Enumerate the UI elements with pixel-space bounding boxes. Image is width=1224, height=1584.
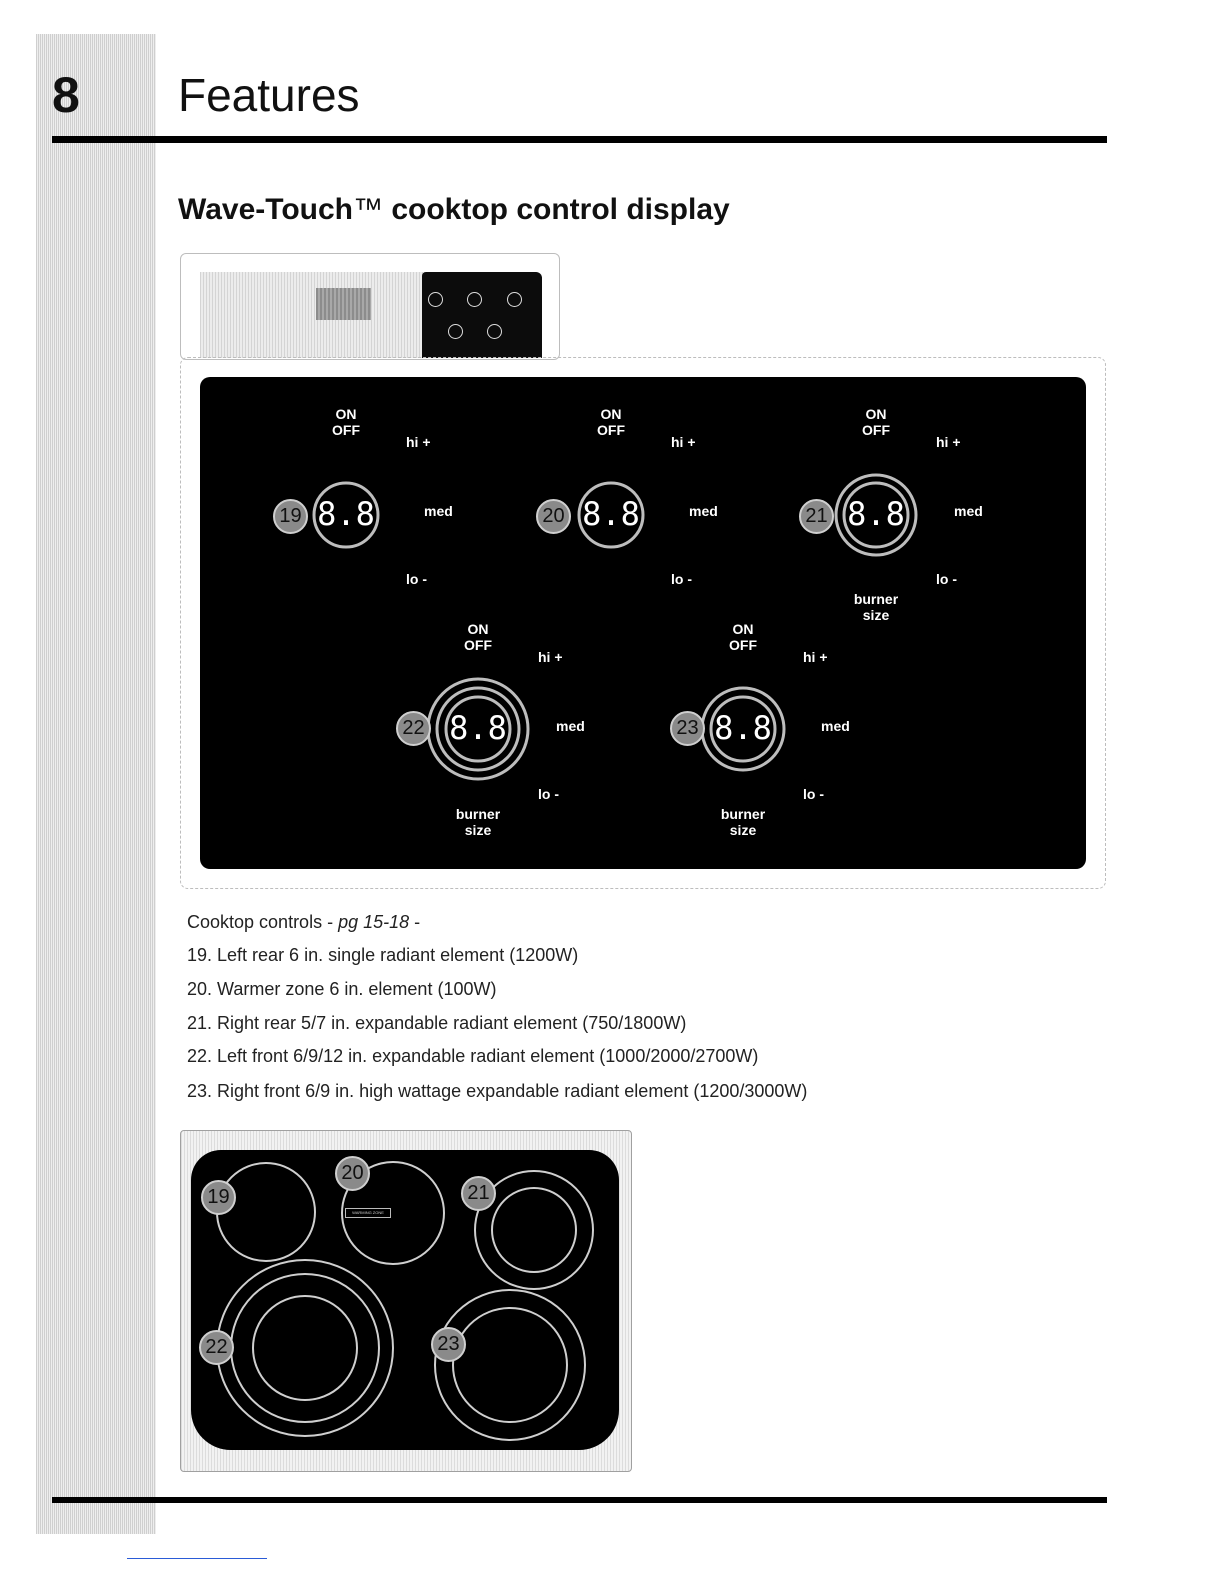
zone-19-off-label: OFF [332,422,360,438]
mini-zone-20-icon [467,292,482,307]
section-title [178,193,730,227]
cooktop-callout-19: 19 [201,1180,236,1215]
zone-22-hi-button[interactable]: hi + [538,649,563,665]
zone-21-on-off-button[interactable] [846,406,906,438]
trademark-mark: ™ [353,193,384,226]
zone-20-lo-button[interactable]: lo - [671,571,692,587]
zone-22-burner-label: burner [455,806,501,822]
zone-23-burner-size-button[interactable] [703,806,783,838]
zone-19-callout: 19 [273,499,308,534]
zone-20-med-button[interactable]: med [689,503,718,519]
zone-23-callout: 23 [670,711,705,746]
zone-22-size-label: size [464,822,492,838]
zone-20-callout: 20 [536,499,571,534]
intro-text: Cooktop controls - [187,912,339,932]
zone-22-lo-button[interactable]: lo - [538,786,559,802]
zone-23-burner-label: burner [720,806,766,822]
range-backguard-image [200,272,425,358]
mini-control-panel [422,272,542,358]
zone-23-off-label: OFF [729,637,757,653]
zone-21-hi-button[interactable]: hi + [936,434,961,450]
mini-zone-21-icon [507,292,522,307]
description-item-19: 19. Left rear 6 in. single radiant element (1200W) [187,945,579,965]
footer-link-underline [127,1558,267,1559]
zone-23-med-button[interactable]: med [821,718,850,734]
zone-21-display: 8.8 [847,495,905,533]
zone-22-burner-size-button[interactable] [438,806,518,838]
cooktop-controls-intro [187,912,420,933]
section-title-main: Wave-Touch [178,193,354,226]
zone-19-on-off-button[interactable] [316,406,376,438]
zone-20-hi-button[interactable]: hi + [671,434,696,450]
zone-21-off-label: OFF [862,422,890,438]
zone-22-med-button[interactable]: med [556,718,585,734]
warming-zone-label: WARMING ZONE [345,1208,391,1218]
zone-21-lo-button[interactable]: lo - [936,571,957,587]
footer-rule [52,1497,1107,1503]
zone-22-display: 8.8 [449,709,507,747]
cooktop-callout-22: 22 [199,1330,234,1365]
zone-20-on-label: ON [600,406,622,422]
page-reference: pg 15-18 [338,912,410,932]
oven-display-window [316,288,371,320]
mini-zone-19-icon [428,292,443,307]
zone-23-size-label: size [729,822,757,838]
cooktop-callout-23: 23 [431,1327,466,1362]
cooktop-callout-20: 20 [335,1156,370,1191]
zone-21-burner-label: burner [853,591,899,607]
zone-20-on-off-button[interactable] [581,406,641,438]
zone-21-size-label: size [862,607,890,623]
zone-21-on-label: ON [865,406,887,422]
zone-19-med-button[interactable]: med [424,503,453,519]
zone-19-lo-button[interactable]: lo - [406,571,427,587]
control-rings [200,377,1086,869]
description-item-23: 23. Right front 6/9 in. high wattage expandable radiant element (1200/3000W) [187,1081,808,1101]
zone-23-display: 8.8 [714,709,772,747]
page-title: Features [178,69,360,121]
cooktop-control-panel [200,377,1086,869]
zone-20-off-label: OFF [597,422,625,438]
zone-21-callout: 21 [799,499,834,534]
page-number: 8 [52,67,80,123]
zone-21-med-button[interactable]: med [954,503,983,519]
section-title-rest: cooktop control display [383,193,730,226]
zone-23-on-label: ON [732,621,754,637]
description-item-21: 21. Right rear 5/7 in. expandable radiant element (750/1800W) [187,1013,687,1033]
zone-19-hi-button[interactable]: hi + [406,434,431,450]
zone-23-lo-button[interactable]: lo - [803,786,824,802]
zone-20-display: 8.8 [582,495,640,533]
intro-tail: - [409,912,421,932]
cooktop-callout-21: 21 [461,1176,496,1211]
cooktop-glass-surface [191,1150,619,1450]
side-strip [36,34,156,1534]
mini-zone-22-icon [448,324,463,339]
zone-22-callout: 22 [396,711,431,746]
zone-19-on-label: ON [335,406,357,422]
zone-19-display: 8.8 [317,495,375,533]
zone-22-on-off-button[interactable] [448,621,508,653]
header-rule [52,136,1107,143]
description-item-20: 20. Warmer zone 6 in. element (100W) [187,979,497,999]
zone-22-on-label: ON [467,621,489,637]
zone-21-burner-size-button[interactable] [836,591,916,623]
zone-23-hi-button[interactable]: hi + [803,649,828,665]
zone-23-on-off-button[interactable] [713,621,773,653]
description-item-22: 22. Left front 6/9/12 in. expandable radiant element (1000/2000/2700W) [187,1046,759,1066]
mini-zone-23-icon [487,324,502,339]
zone-22-off-label: OFF [464,637,492,653]
